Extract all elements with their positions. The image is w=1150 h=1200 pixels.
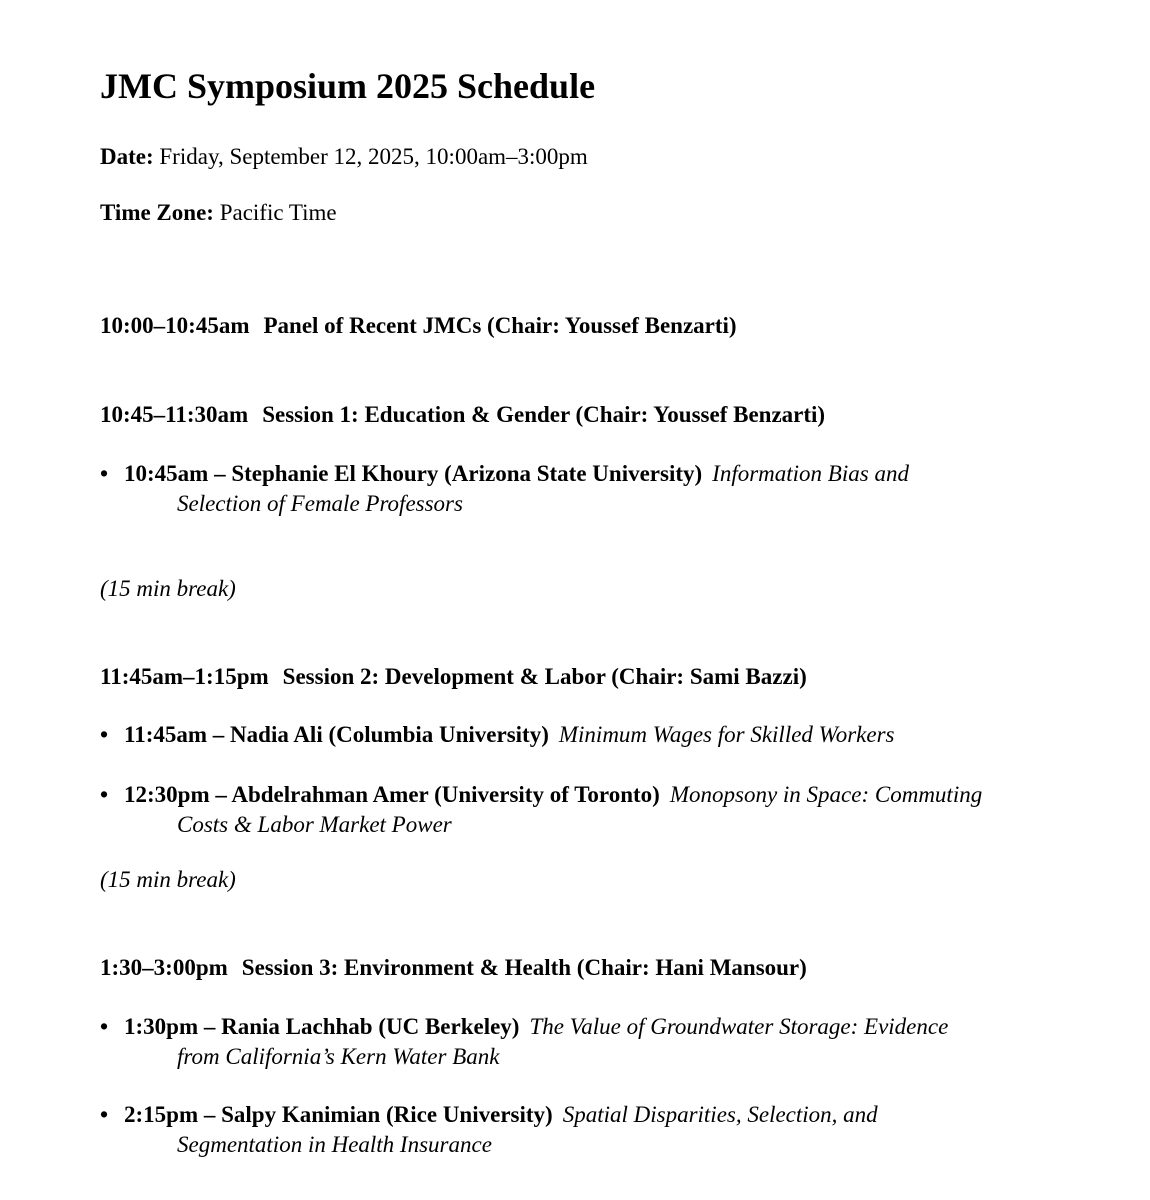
session-heading bbox=[100, 401, 825, 429]
bullet: • bbox=[100, 1014, 109, 1039]
talk-title-continued: from California’s Kern Water Bank bbox=[177, 1044, 500, 1069]
bullet: • bbox=[100, 782, 109, 807]
session-heading bbox=[100, 663, 807, 691]
page-title: JMC Symposium 2025 Schedule bbox=[100, 66, 596, 106]
bullet: • bbox=[100, 461, 109, 486]
talk-title: Monopsony in Space: Commuting bbox=[669, 782, 983, 807]
session-time: 10:00–10:45am bbox=[100, 313, 250, 338]
date-line bbox=[100, 143, 588, 171]
session-time: 1:30–3:00pm bbox=[100, 955, 228, 980]
date-label: Date: bbox=[100, 144, 154, 169]
break-note: (15 min break) bbox=[100, 576, 236, 601]
talk-title-continued: Segmentation in Health Insurance bbox=[177, 1132, 492, 1157]
timezone-label: Time Zone: bbox=[100, 200, 214, 225]
talk-speaker: 11:45am – Nadia Ali (Columbia University) bbox=[124, 722, 549, 747]
session-heading bbox=[100, 954, 807, 982]
bullet: • bbox=[100, 722, 109, 747]
talk-speaker: 12:30pm – Abdelrahman Amer (University of Toronto) bbox=[124, 782, 660, 807]
talk-title-continued: Costs & Labor Market Power bbox=[177, 812, 452, 837]
talk-speaker: 10:45am – Stephanie El Khoury (Arizona State University) bbox=[124, 461, 703, 486]
bullet: • bbox=[100, 1102, 109, 1127]
timezone-line bbox=[100, 199, 337, 227]
timezone-value: Pacific Time bbox=[219, 200, 337, 225]
talk-title-continued: Selection of Female Professors bbox=[177, 491, 463, 516]
session-title: Session 2: Development & Labor (Chair: Sami Bazzi) bbox=[282, 664, 807, 689]
session-title: Session 3: Environment & Health (Chair: Hani Mansour) bbox=[241, 955, 807, 980]
date-value: Friday, September 12, 2025, 10:00am–3:00pm bbox=[159, 144, 588, 169]
session-heading bbox=[100, 312, 737, 340]
talk-title: The Value of Groundwater Storage: Evidence bbox=[529, 1014, 949, 1039]
session-time: 11:45am–1:15pm bbox=[100, 664, 269, 689]
session-title: Panel of Recent JMCs (Chair: Youssef Benzarti) bbox=[263, 313, 737, 338]
talk-speaker: 1:30pm – Rania Lachhab (UC Berkeley) bbox=[124, 1014, 520, 1039]
talk-title: Minimum Wages for Skilled Workers bbox=[558, 722, 895, 747]
talk-title: Information Bias and bbox=[712, 461, 909, 486]
break-note: (15 min break) bbox=[100, 867, 236, 892]
session-title: Session 1: Education & Gender (Chair: Youssef Benzarti) bbox=[262, 402, 826, 427]
session-time: 10:45–11:30am bbox=[100, 402, 249, 427]
talk-title: Spatial Disparities, Selection, and bbox=[562, 1102, 878, 1127]
talk-speaker: 2:15pm – Salpy Kanimian (Rice University) bbox=[124, 1102, 553, 1127]
